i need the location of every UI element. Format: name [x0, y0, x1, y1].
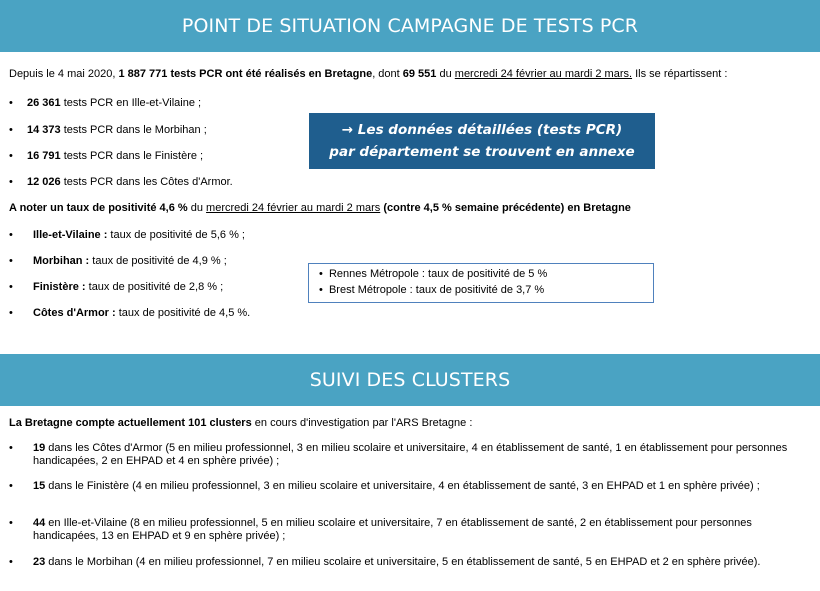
bullet: •	[319, 268, 329, 280]
bullet: •	[9, 124, 13, 136]
bullet: •	[9, 229, 13, 241]
bullet: •	[9, 480, 13, 492]
bullet: •	[9, 556, 13, 568]
annex-callout	[309, 113, 655, 169]
bullet: •	[9, 150, 13, 162]
metropoles-box	[308, 263, 654, 303]
bullet: •	[9, 176, 13, 188]
pcr-intro: Depuis le 4 mai 2020, 1 887 771 tests PCR ont été réalisés en Bretagne, dont 69 551 du mercredi 24 février au mardi 2 mars. Ils se répartissent :	[9, 68, 728, 80]
clusters-section-banner	[0, 354, 820, 406]
bullet: •	[9, 255, 13, 267]
positivity-summary: A noter un taux de positivité 4,6 % du mercredi 24 février au mardi 2 mars (contre 4,5 % semaine précédente) en Bretagne	[9, 202, 631, 214]
clusters-intro: La Bretagne compte actuellement 101 clusters en cours d'investigation par l'ARS Bretagne :	[9, 417, 473, 429]
list-item: • Brest Métropole : taux de positivité de 3,7 %	[319, 284, 545, 296]
callout-line: → Les données détaillées (tests PCR)	[341, 122, 623, 138]
bullet: •	[319, 284, 329, 296]
bullet: •	[9, 281, 13, 293]
list-item: • Rennes Métropole : taux de positivité de 5 %	[319, 268, 548, 280]
pcr-section-banner	[0, 0, 820, 52]
banner-divider	[0, 52, 820, 55]
bullet: •	[9, 97, 13, 109]
bullet: •	[9, 442, 13, 454]
pcr-section-title: POINT DE SITUATION CAMPAGNE DE TESTS PCR	[181, 15, 639, 37]
clusters-section-title: SUIVI DES CLUSTERS	[309, 369, 511, 391]
callout-line: par département se trouvent en annexe	[329, 144, 635, 160]
bullet: •	[9, 307, 13, 319]
bullet: •	[9, 517, 13, 529]
